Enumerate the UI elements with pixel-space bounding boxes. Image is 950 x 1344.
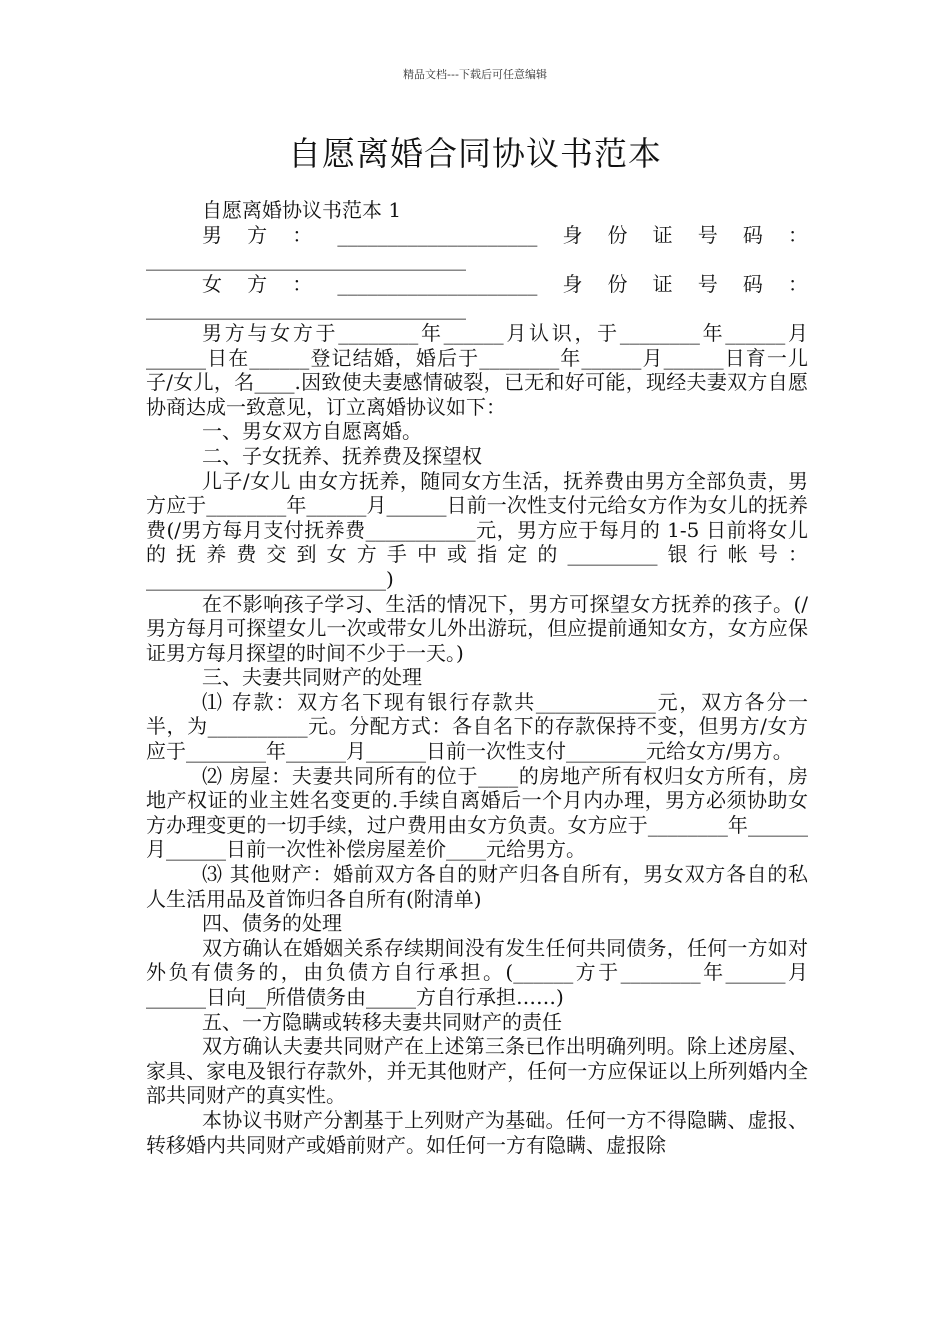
- paragraph-savings: ⑴ 存款：双方名下现有银行存款共____________元，双方各分一半，为__________元。分配方式：各自名下的存款保持不变，但男方/女方应于________年______月______日前一次性支付________元给女方/男方。: [146, 689, 808, 764]
- section-heading-4: 四、债务的处理: [202, 911, 342, 936]
- paragraph-property-basis: 本协议书财产分割基于上列财产为基础。任何一方不得隐瞒、虚报、转移婚内共同财产或婚前财产。如任何一方有隐瞒、虚报除: [146, 1107, 808, 1157]
- paragraph-child-support: 儿子/女儿 由女方抚养，随同女方生活，抚养费由男方全部负责，男方应于________年______月______日前一次性支付元给女方作为女儿的抚养费(/男方每月支付抚养费___________元，男方应于每月的 1-5 日前将女儿的抚养费交到女方手中或指定的_________银行帐号：________________________): [146, 468, 808, 591]
- section-heading-2: 二、子女抚养、抚养费及探望权: [202, 443, 482, 468]
- section-heading-5: 五、一方隐瞒或转移夫妻共同财产的责任: [202, 1009, 562, 1034]
- section-heading-1: 一、男女双方自愿离婚。: [202, 419, 422, 444]
- paragraph-debts: 双方确认在婚姻关系存续期间没有发生任何共同债务，任何一方如对外负有债务的，由负债方自行承担。(______方于________年______月______日向__所借债务由_____方自行承担……): [146, 935, 808, 1009]
- document-title: 自愿离婚合同协议书范本: [288, 134, 662, 173]
- female-party-field: 女方：____________________身份证号码：________________________________: [146, 271, 808, 321]
- page-header: 精品文档---下载后可任意编辑: [403, 68, 547, 81]
- paragraph-other-property: ⑶ 其他财产：婚前双方各自的财产归各自所有，男女双方各自的私人生活用品及首饰归各自所有(附清单): [146, 862, 808, 911]
- male-party-field: 男方：____________________身份证号码：________________________________: [146, 222, 808, 272]
- paragraph-visitation: 在不影响孩子学习、生活的情况下，男方可探望女方抚养的孩子。(/男方每月可探望女儿一次或带女儿外出游玩，但应提前通知女方，女方应保证男方每月探望的时间不少于一天。): [146, 591, 808, 665]
- agreement-subtitle: 自愿离婚协议书范本 1: [202, 198, 402, 222]
- document-body: [146, 198, 808, 1157]
- paragraph-house: ⑵ 房屋：夫妻共同所有的位于____的房地产所有权归女方所有，房地产权证的业主姓名变更的.手续自离婚后一个月内办理，男方必须协助女方办理变更的一切手续，过户费用由女方负责。女方应于________年______月______日前一次性补偿房屋差价____元给男方。: [146, 763, 808, 862]
- paragraph-intro: 男方与女方于________年______月认识，于________年______月______日在______登记结婚，婚后于________年______月______日育一儿子/女儿，名____.因致使夫妻感情破裂，已无和好可能，现经夫妻双方自愿协商达成一致意见，订立离婚协议如下：: [146, 320, 808, 419]
- paragraph-property-confirmation: 双方确认夫妻共同财产在上述第三条已作出明确列明。除上述房屋、家具、家电及银行存款外，并无其他财产，任何一方应保证以上所列婚内全部共同财产的真实性。: [146, 1034, 808, 1108]
- section-heading-3: 三、夫妻共同财产的处理: [202, 665, 422, 690]
